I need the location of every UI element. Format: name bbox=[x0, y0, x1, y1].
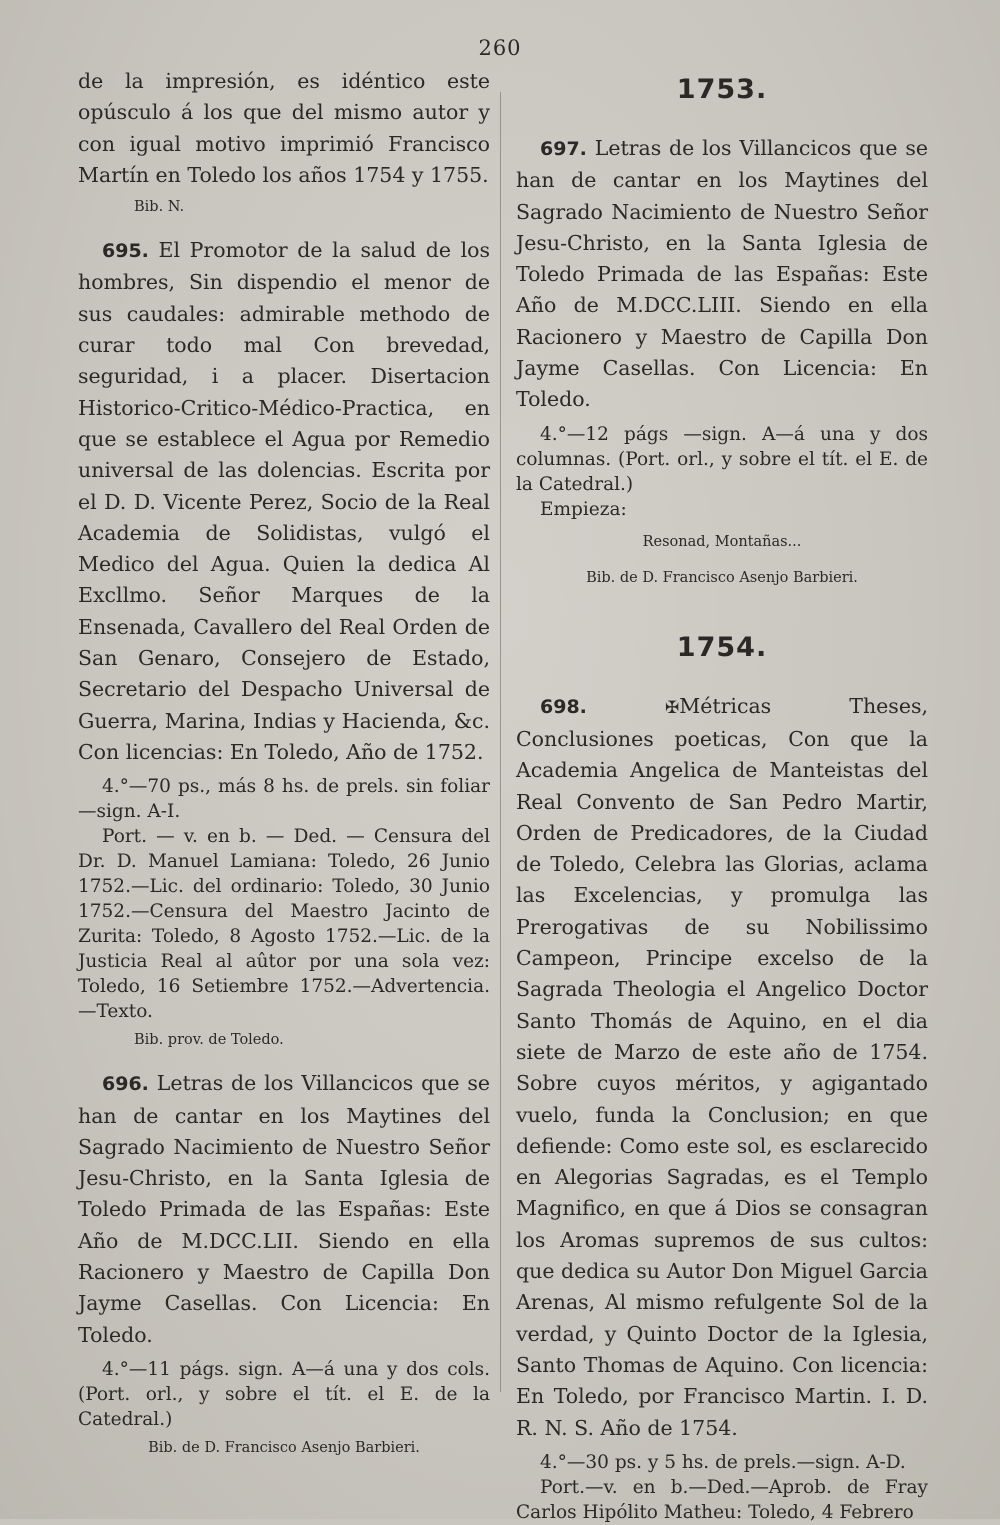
entry-696-description: 4.°—11 págs. sign. A—á una y dos cols. (Port. orl., y sobre el tít. el E. de la Catedral.) bbox=[78, 1358, 490, 1430]
left-column bbox=[78, 66, 490, 1458]
entry-695-description: 4.°—70 ps., más 8 hs. de prels. sin foliar —sign. A-I. bbox=[78, 776, 490, 823]
year-heading-1754: 1754. bbox=[676, 631, 768, 663]
entry-698-details: Port.—v. en b.—Ded.—Aprob. de Fray Carlos Hipólito Matheu: Toledo, 4 Febrero bbox=[516, 1476, 928, 1523]
entry-697-empieza-label: Empieza: bbox=[540, 498, 627, 520]
entry-698-title-text: Métricas Theses, Conclusiones poeticas, Con que la Academia Angelica de Manteistas del Real Convento de San Pedro Martir, Orden de Predicadores, de la Ciudad de Toledo, Celebra las Glorias, aclama las Excelencias, y promulga las Prerogativas de su Nobilissimo Campeon, Principe excelso de la Sagrada Theologia el Angelico Doctor Santo Thomás de Aquino, en el dia siete de Marzo de este año de 1754. Sobre cuyos méritos, y agigantado vuelo, funda la Conclusion; en que defiende: Como este sol, es esclarecido en Alegorias Sagradas, es el Templo Magnifico, en que á Dios se consagran los Aromas supremos de sus cultos: que dedica su Autor Don Miguel Garcia Arenas, Al mismo refulgente Sol de la verdad, y Quinto Doctor de la Iglesia, Santo Thomas de Aquino. Con licencia: En Toledo, por Francisco Martin. I. D. R. N. S. Año de 1754. bbox=[516, 693, 928, 1440]
entry-696-title-text: Letras de los Villancicos que se han de cantar en los Maytines del Sagrado Nacimiento de Nuestro Señor Jesu-Christo, en la Santa Iglesia de Toledo Primada de las Españas: Este Año de M.DCC.LII. Siendo en ella Racionero y Maestro de Capilla Don Jayme Casellas. Con Licencia: En Toledo. bbox=[78, 1071, 490, 1347]
entry-698-description: 4.°—30 ps. y 5 hs. de prels.—sign. A-D. bbox=[540, 1451, 906, 1473]
entry-697-description: 4.°—12 págs —sign. A—á una y dos columnas. (Port. orl., y sobre el tít. el E. de la Catedral.) bbox=[516, 423, 928, 495]
column-divider bbox=[500, 92, 501, 1392]
entry-697-number: 697. bbox=[540, 138, 587, 160]
entry-695-title-text: El Promotor de la salud de los hombres, Sin dispendio el menor de sus caudales: admirable methodo de curar todo mal Con brevedad, seguridad, i a placer. Disertacion Historico-Critico-Médico-Practica, en que se establece el Agua por Remedio universal de las dolencias. Escrita por el D. D. Vicente Perez, Socio de la Real Academia de Solidistas, vulgó el Medico del Agua. Quien la dedica Al Excllmo. Señor Marques de la Ensenada, Cavallero del Real Orden de San Genaro, Consejero de Estado, Secretario del Despacho Universal de Guerra, Marina, Indias y Hacienda, &c. Con licencias: En Toledo, Año de 1752. bbox=[78, 238, 490, 764]
intro-text: de la impresión, es idéntico este opúsculo á los que del mismo autor y con igual motivo imprimió Francisco Martín en Toledo los años 1754 y 1755. bbox=[78, 69, 490, 187]
entry-695-title bbox=[78, 235, 490, 768]
page-number: 260 bbox=[478, 36, 522, 60]
entry-697-title-text: Letras de los Villancicos que se han de cantar en los Maytines del Sagrado Nacimiento de Nuestro Señor Jesu-Christo, en la Santa Iglesia de Toledo Primada de las Españas: Este Año de M.DCC.LIII. Siendo en ella Racionero y Maestro de Capilla Don Jayme Casellas. Con Licencia: En Toledo. bbox=[516, 136, 928, 412]
year-heading-1753: 1753. bbox=[676, 74, 768, 105]
entry-696-title bbox=[78, 1068, 490, 1351]
entry-697-library: Bib. de D. Francisco Asenjo Barbieri. bbox=[586, 569, 858, 586]
entry-696-number: 696. bbox=[102, 1073, 149, 1096]
entry-696-library: Bib. de D. Francisco Asenjo Barbieri. bbox=[148, 1439, 420, 1456]
cross-icon: ✠ bbox=[665, 697, 680, 718]
year-spacer bbox=[516, 588, 928, 624]
intro-library: Bib. N. bbox=[134, 199, 185, 216]
entry-695-details: Port. — v. en b. — Ded. — Censura del Dr. D. Manuel Lamiana: Toledo, 26 Junio 1752.—Lic. del ordinario: Toledo, 30 Junio 1752.—Censura del Maestro Jacinto de Zurita: Toledo, 8 Agosto 1752.—Lic. de la Justicia Real al aûtor por una sola vez: Toledo, 16 Setiembre 1752.—Advertencia.—Texto. bbox=[78, 826, 490, 1023]
entry-697-title bbox=[516, 133, 928, 416]
entry-697-incipit: Resonad, Montañas... bbox=[642, 533, 802, 550]
entry-695-library: Bib. prov. de Toledo. bbox=[134, 1032, 284, 1049]
entry-698-title bbox=[516, 691, 928, 1444]
right-column bbox=[516, 66, 928, 1525]
entry-695-number: 695. bbox=[102, 240, 149, 263]
entry-698-number: 698. bbox=[540, 695, 587, 718]
